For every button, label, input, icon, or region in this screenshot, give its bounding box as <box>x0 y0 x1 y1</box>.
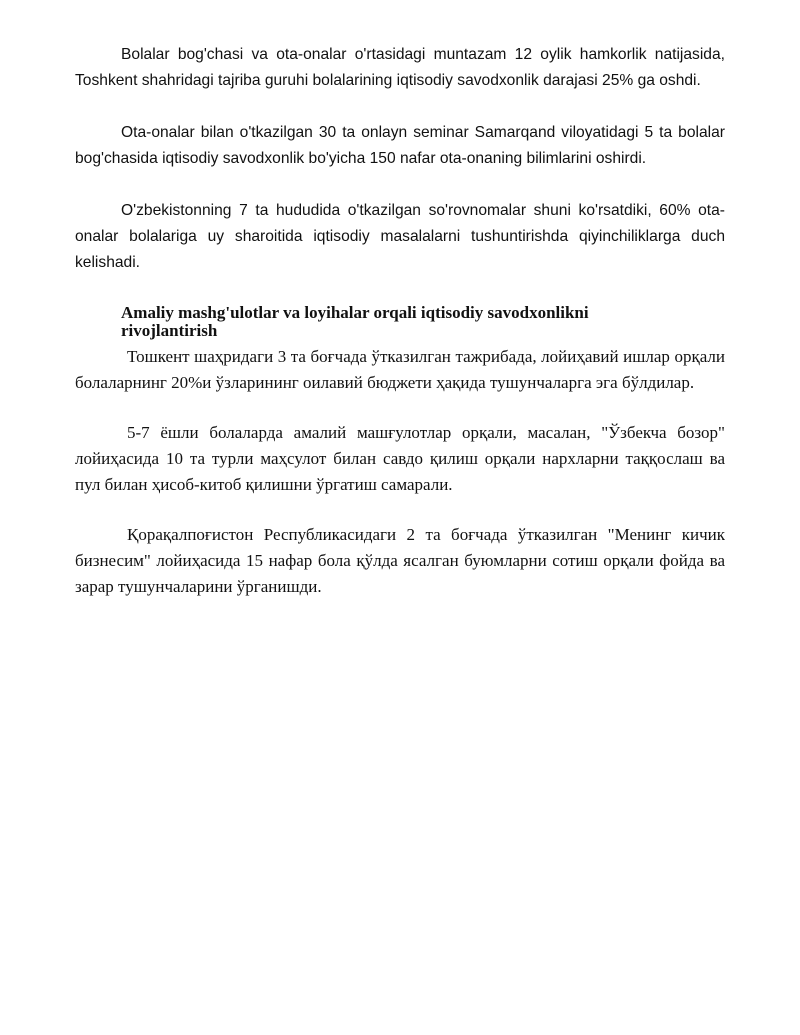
paragraph-survey-results: O'zbekistonning 7 ta hududida o'tkazilgan so'rovnomalar shuni ko'rsatdiki, 60% ota-onalar bolalariga uy sharoitida iqtisodiy masalalarni tushuntirishda qiyinchiliklarga duch kelishadi. <box>75 202 725 271</box>
paragraph-tashkent-experiment: Тошкент шаҳридаги 3 та боғчада ўтказилган тажрибада, лойиҳавий ишлар орқали болаларнинг 20%и ўзларининг оилавий бюджети ҳақида тушунчаларга эга бўлдилар. <box>75 347 725 392</box>
document-page <box>75 42 725 600</box>
section-heading: Amaliy mashg'ulotlar va loyihalar orqali iqtisodiy savodxonlikni rivojlantirish <box>121 303 589 340</box>
paragraph-cooperation-results: Bolalar bog'chasi va ota-onalar o'rtasidagi muntazam 12 oylik hamkorlik natijasida, Toshkent shahridagi tajriba guruhi bolalarining iqtisodiy savodxonlik darajasi 25% ga oshdi. <box>75 46 725 89</box>
paragraph-online-seminars: Ota-onalar bilan o'tkazilgan 30 ta onlayn seminar Samarqand viloyatidagi 5 ta bolalar bog'chasida iqtisodiy savodxonlik bo'yicha 150 nafar ota-onaning bilimlarini oshirdi. <box>75 124 725 167</box>
paragraph-small-business-project: Қорақалпоғистон Республикасидаги 2 та боғчада ўтказилган "Менинг кичик бизнесим" лойиҳасида 15 нафар бола қўлда ясалган буюмларни сотиш орқали фойда ва зарар тушунчаларини ўрганишди. <box>75 525 725 596</box>
paragraph-uzbek-bazaar-project: 5-7 ёшли болаларда амалий машғулотлар орқали, масалан, "Ўзбекча бозор" лойиҳасида 10 та турли маҳсулот билан савдо қилиш орқали нархларни таққослаш ва пул билан ҳисоб-китоб қилишни ўргатиш самарали. <box>75 423 725 494</box>
